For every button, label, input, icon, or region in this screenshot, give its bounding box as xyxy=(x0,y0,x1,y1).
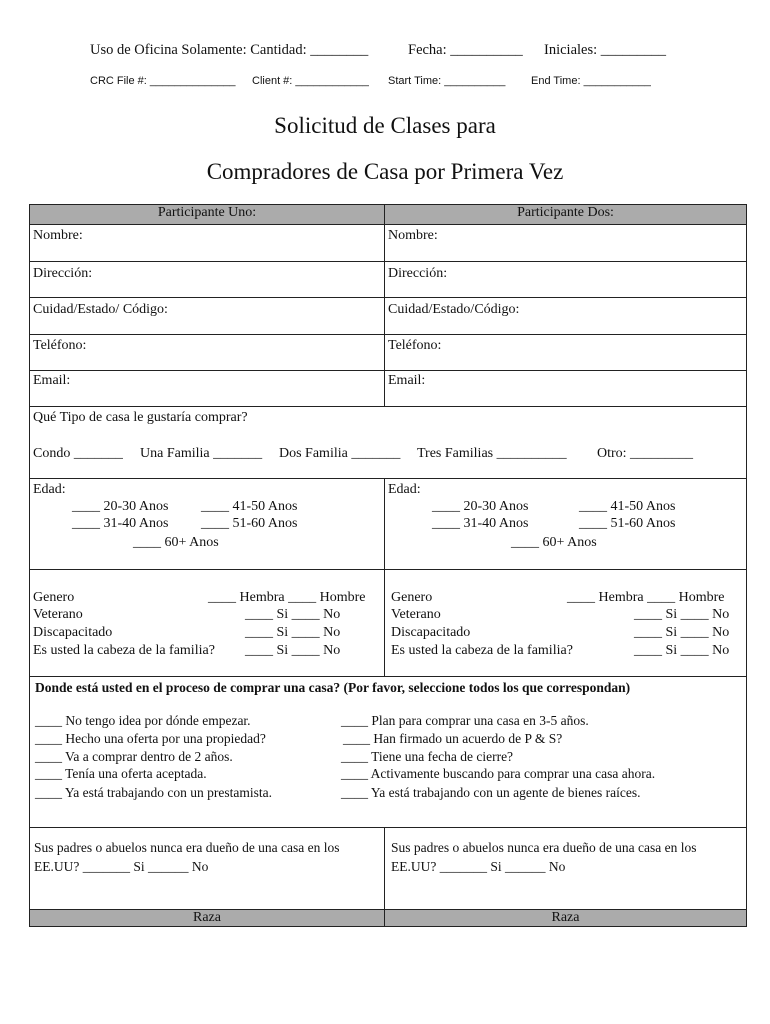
city-field-two[interactable]: Cuidad/Estado/Código: xyxy=(388,302,520,317)
age-20-30-one[interactable]: ____ 20-30 Anos xyxy=(72,499,169,514)
city-field-one[interactable]: Cuidad/Estado/ Código: xyxy=(30,298,385,334)
participant-two-header: Participante Dos: xyxy=(385,205,746,224)
start-time: Start Time: __________ xyxy=(388,75,506,87)
participants-header-row xyxy=(30,205,746,225)
house-type-three-family[interactable]: Tres Familias __________ xyxy=(417,446,567,461)
office-initials: Iniciales: _________ xyxy=(544,42,667,58)
email-field-two[interactable]: Email: xyxy=(388,373,426,388)
veteran-options-two[interactable]: ____ Si ____ No xyxy=(634,607,730,622)
race-row xyxy=(30,910,746,926)
parents-answer-two[interactable]: EE.UU? _______ Si ______ No xyxy=(391,859,566,874)
name-field-one[interactable]: Nombre: xyxy=(30,225,385,261)
buying-process-row xyxy=(30,677,746,828)
head-of-household-options-two[interactable]: ____ Si ____ No xyxy=(634,643,730,658)
phone-field-one[interactable]: Teléfono: xyxy=(30,335,385,370)
page-title-line1: Solicitud de Clases para xyxy=(274,113,496,138)
age-31-40-two[interactable]: ____ 31-40 Anos xyxy=(432,516,529,531)
buying-process-question: Donde está usted en el proceso de comprar una casa? (Por favor, seleccione todos los que correspondan) xyxy=(35,680,631,695)
address-field-one[interactable]: Dirección: xyxy=(30,262,385,297)
phone-field-two[interactable]: Teléfono: xyxy=(388,338,442,353)
process-option-left-4[interactable]: ____ Tenía una oferta aceptada. xyxy=(35,766,207,781)
age-51-60-one[interactable]: ____ 51-60 Anos xyxy=(201,516,298,531)
crc-file: CRC File #: ______________ xyxy=(90,75,236,87)
house-type-question: Qué Tipo de casa le gustaría comprar? xyxy=(33,410,248,425)
parents-answer-one[interactable]: EE.UU? _______ Si ______ No xyxy=(34,859,209,874)
race-header-two: Raza xyxy=(385,910,746,926)
age-60-plus-one[interactable]: ____ 60+ Anos xyxy=(133,535,219,550)
email-row xyxy=(30,371,746,407)
end-time: End Time: ___________ xyxy=(531,75,651,87)
age-cell-two: Edad: ____ 20-30 Anos ____ 41-50 Anos ____ 31-40 Anos ____ 51-60 Anos ____ 60+ Anos xyxy=(388,482,676,550)
age-60-plus-two[interactable]: ____ 60+ Anos xyxy=(511,535,597,550)
process-option-right-1[interactable]: ____ Plan para comprar una casa en 3-5 años. xyxy=(341,713,589,728)
age-20-30-two[interactable]: ____ 20-30 Anos xyxy=(432,499,529,514)
process-option-left-3[interactable]: ____ Va a comprar dentro de 2 años. xyxy=(35,749,233,764)
process-option-left-5[interactable]: ____ Ya está trabajando con un prestamista. xyxy=(35,785,272,800)
name-field-two[interactable]: Nombre: xyxy=(388,228,438,243)
address-row xyxy=(30,262,746,298)
process-option-right-5[interactable]: ____ Ya está trabajando con un agente de bienes raíces. xyxy=(341,785,641,800)
gender-options-one[interactable]: ____ Hembra ____ Hombre xyxy=(208,590,366,605)
house-type-single-family[interactable]: Una Familia _______ xyxy=(140,446,263,461)
veteran-options-one[interactable]: ____ Si ____ No xyxy=(245,607,341,622)
house-type-condo[interactable]: Condo _______ xyxy=(33,446,123,461)
race-header-one: Raza xyxy=(30,910,385,926)
client-number: Client #: ____________ xyxy=(252,75,369,87)
parents-cell-two: Sus padres o abuelos nunca era dueño de una casa en los EE.UU? _______ Si ______ No xyxy=(391,840,697,874)
city-row xyxy=(30,298,746,335)
gender-options-two[interactable]: ____ Hembra ____ Hombre xyxy=(567,590,725,605)
process-option-right-3[interactable]: ____ Tiene una fecha de cierre? xyxy=(341,749,514,764)
age-31-40-one[interactable]: ____ 31-40 Anos xyxy=(72,516,169,531)
page-title-line2: Compradores de Casa por Primera Vez xyxy=(206,159,564,184)
demographics-cell-two: Genero ____ Hembra ____ Hombre Veterano ____ Si ____ No Discapacitado ____ Si ____ No Es usted la cabeza de la familia? ____ Si ____ No xyxy=(391,590,730,658)
office-quantity: Uso de Oficina Solamente: Cantidad: ________ xyxy=(90,42,369,58)
demographics-row xyxy=(30,570,746,677)
age-row xyxy=(30,479,746,570)
phone-row xyxy=(30,335,746,371)
application-form xyxy=(29,204,747,927)
head-of-household-options-one[interactable]: ____ Si ____ No xyxy=(245,643,341,658)
name-row xyxy=(30,225,746,262)
participant-one-header: Participante Uno: xyxy=(30,205,385,224)
age-41-50-one[interactable]: ____ 41-50 Anos xyxy=(201,499,298,514)
age-cell-one: Edad: ____ 20-30 Anos ____ 41-50 Anos ____ 31-40 Anos ____ 51-60 Anos ____ 60+ Anos xyxy=(30,479,385,569)
house-type-other[interactable]: Otro: _________ xyxy=(597,446,694,461)
office-date: Fecha: __________ xyxy=(408,42,523,58)
process-option-left-2[interactable]: ____ Hecho una oferta por una propiedad? xyxy=(35,731,266,746)
process-option-right-2[interactable]: ____ Han firmado un acuerdo de P & S? xyxy=(343,731,563,746)
disabled-options-two[interactable]: ____ Si ____ No xyxy=(634,625,730,640)
house-type-row xyxy=(30,407,746,479)
process-option-left-1[interactable]: ____ No tengo idea por dónde empezar. xyxy=(35,713,251,728)
age-51-60-two[interactable]: ____ 51-60 Anos xyxy=(579,516,676,531)
parents-ownership-row xyxy=(30,828,746,910)
house-type-two-family[interactable]: Dos Familia _______ xyxy=(279,446,401,461)
demographics-cell-one: Genero ____ Hembra ____ Hombre Veterano ____ Si ____ No Discapacitado ____ Si ____ No Es usted la cabeza de la familia? ____ Si ____ No xyxy=(30,570,385,676)
parents-cell-one: Sus padres o abuelos nunca era dueño de una casa en los EE.UU? _______ Si ______ No xyxy=(30,828,385,909)
address-field-two[interactable]: Dirección: xyxy=(388,266,448,281)
process-option-right-4[interactable]: ____ Activamente buscando para comprar una casa ahora. xyxy=(341,766,656,781)
age-41-50-two[interactable]: ____ 41-50 Anos xyxy=(579,499,676,514)
disabled-options-one[interactable]: ____ Si ____ No xyxy=(245,625,341,640)
email-field-one[interactable]: Email: xyxy=(30,371,385,406)
